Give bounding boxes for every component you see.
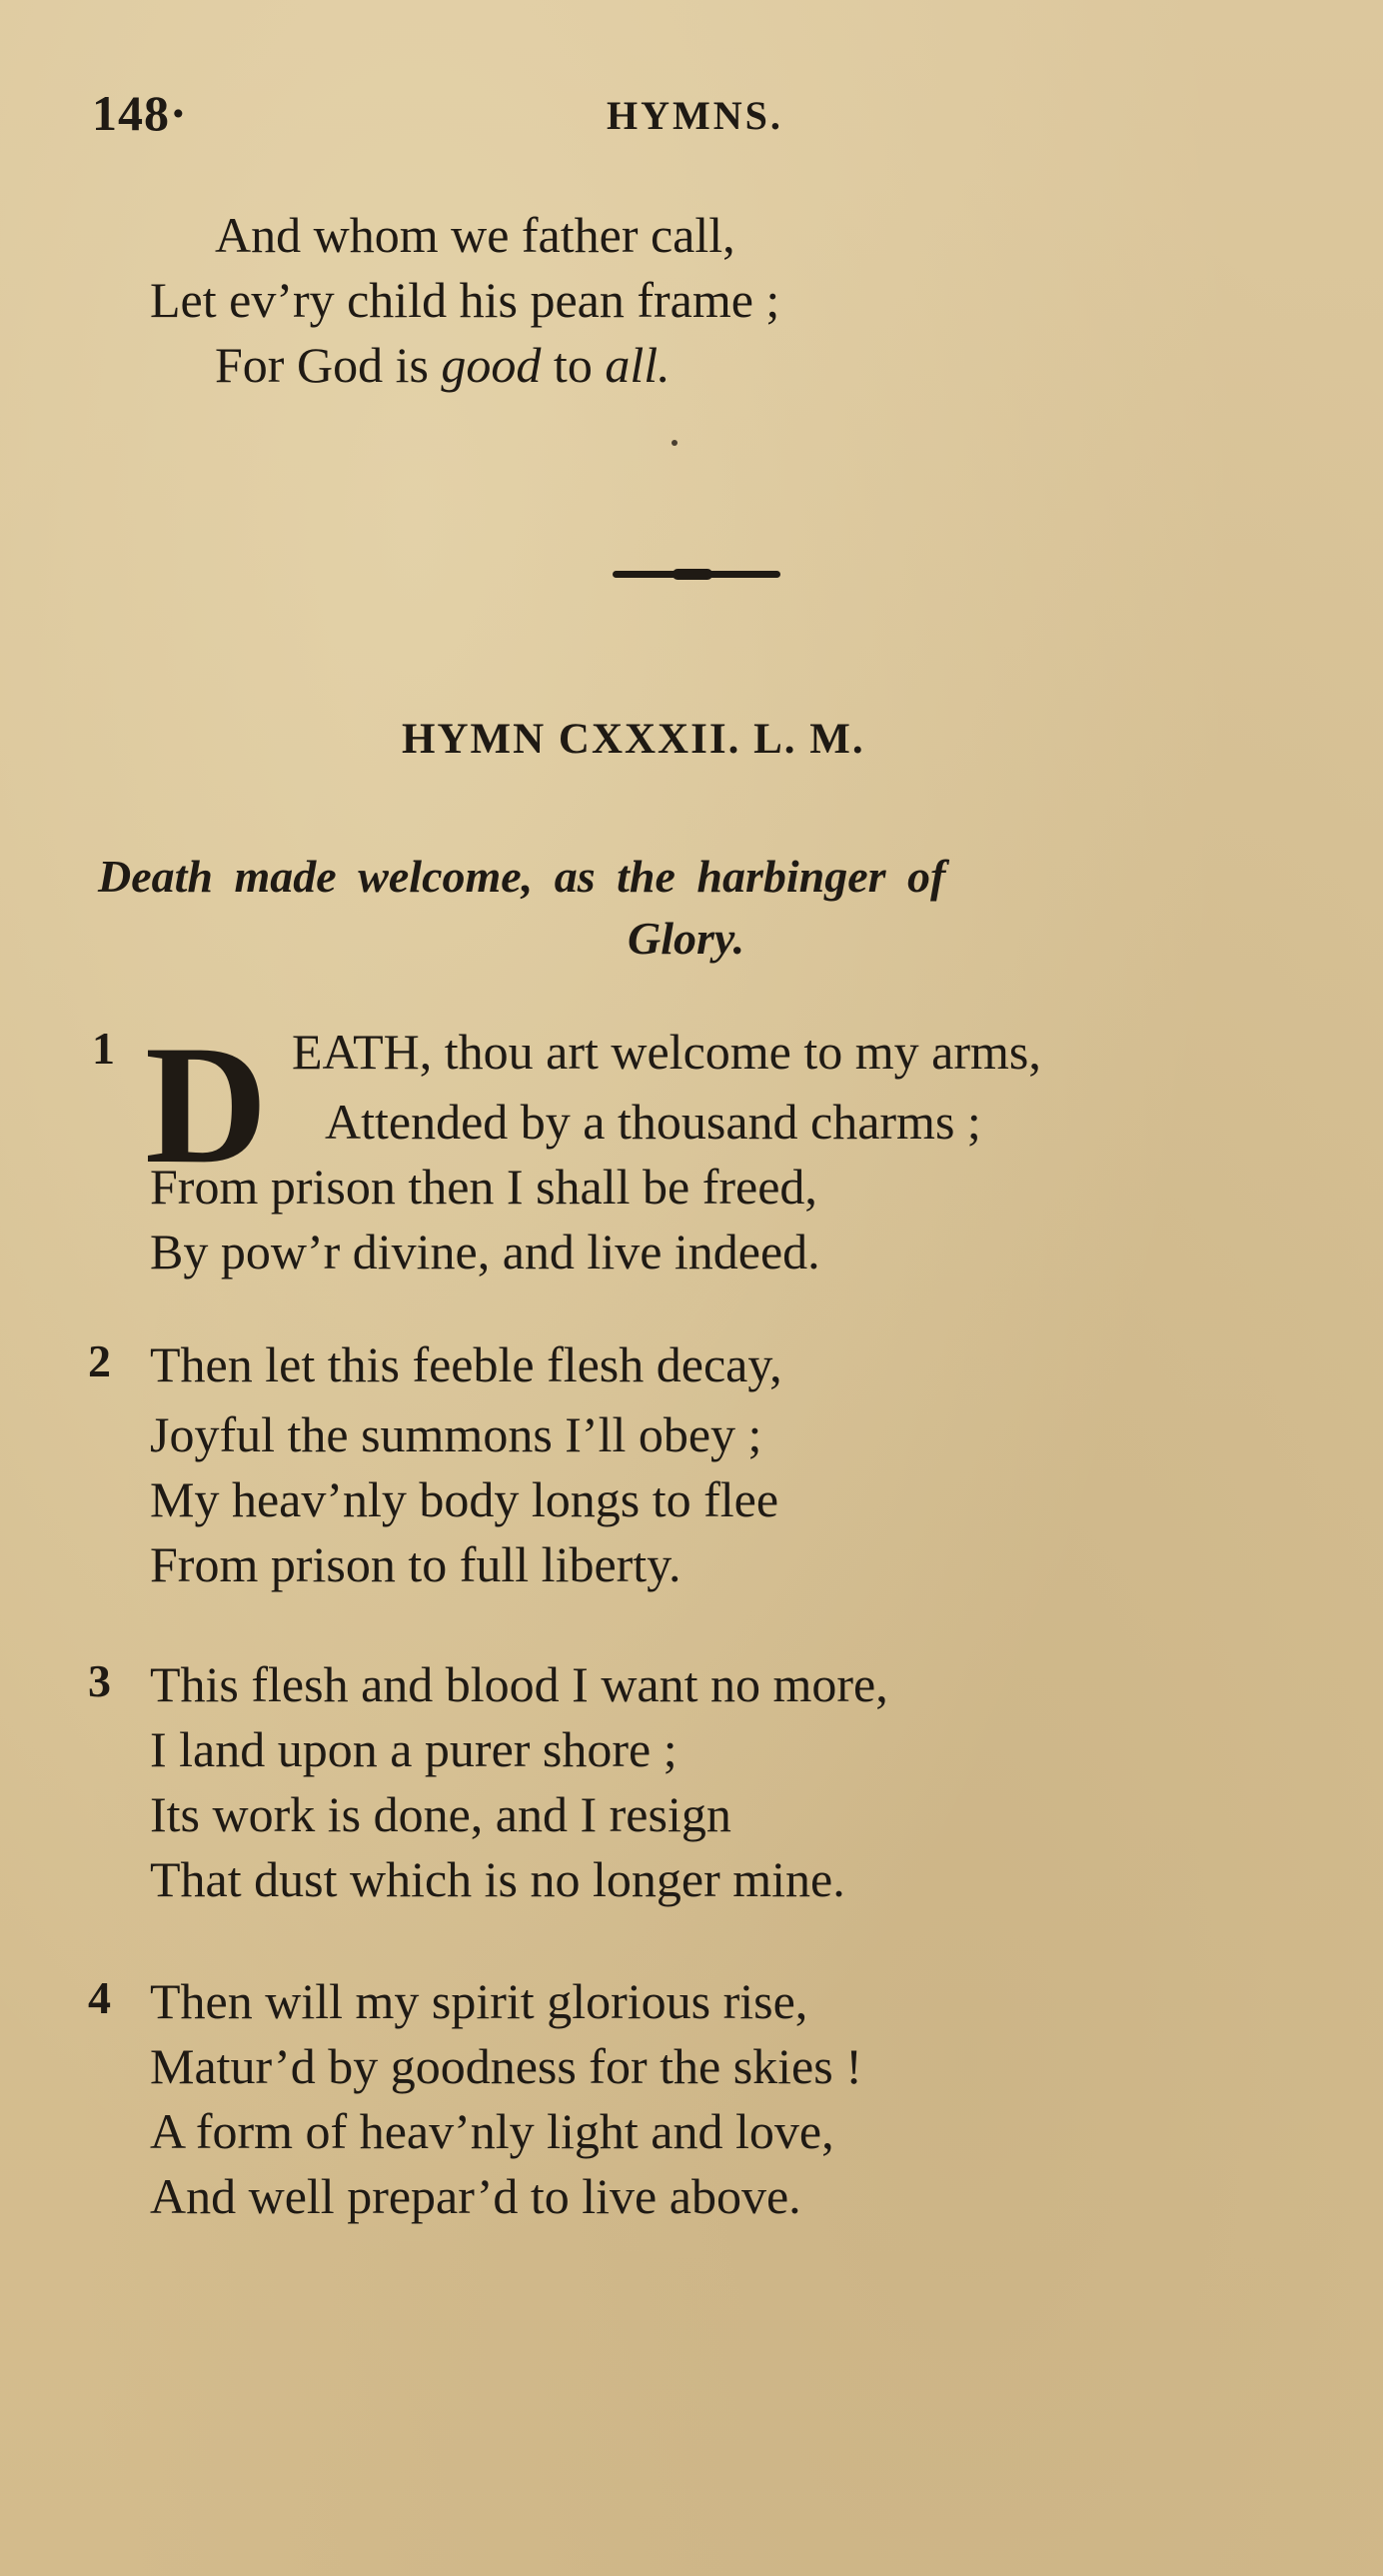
ornament-dot bbox=[672, 440, 678, 446]
hymn-subtitle-line-1: Death made welcome, as the harbinger of bbox=[98, 851, 946, 902]
stanza-3-line-1: This flesh and blood I want no more, bbox=[150, 1656, 888, 1712]
hymn-title: HYMN CXXXII. L. M. bbox=[402, 716, 865, 763]
section-divider-rule bbox=[613, 571, 780, 578]
stanza-2-line-1: Then let this feeble flesh decay, bbox=[150, 1336, 782, 1392]
running-head: HYMNS. bbox=[607, 93, 783, 138]
stanza-2-line-2: Joyful the summons I’ll obey ; bbox=[150, 1406, 762, 1462]
stanza-number-4: 4 bbox=[88, 1972, 111, 2023]
stanza-2-line-3: My heav’nly body longs to flee bbox=[150, 1471, 779, 1527]
word-all: all. bbox=[605, 337, 671, 393]
stanza-number-1: 1 bbox=[92, 1023, 115, 1074]
stanza-1-line-4: By pow’r divine, and live indeed. bbox=[150, 1224, 820, 1280]
stanza-3-line-4: That dust which is no longer mine. bbox=[150, 1851, 845, 1907]
previous-hymn-line-1: And whom we father call, bbox=[215, 207, 735, 263]
page-number: 148· bbox=[92, 85, 188, 141]
stanza-4-line-3: A form of heav’nly light and love, bbox=[150, 2103, 834, 2159]
stanza-4-line-4: And well prepar’d to live above. bbox=[150, 2168, 801, 2224]
previous-hymn-line-3-middle: to bbox=[541, 337, 606, 393]
drop-cap: D bbox=[145, 1011, 268, 1199]
stanza-3-line-2: I land upon a purer shore ; bbox=[150, 1721, 678, 1777]
stanza-4-line-1: Then will my spirit glorious rise, bbox=[150, 1973, 808, 2029]
stanza-number-3: 3 bbox=[88, 1655, 111, 1706]
hymn-subtitle-line-2: Glory. bbox=[628, 913, 745, 964]
stanza-4-line-2: Matur’d by goodness for the skies ! bbox=[150, 2038, 862, 2094]
word-good: good bbox=[441, 337, 542, 393]
previous-hymn-line-2: Let ev’ry child his pean frame ; bbox=[150, 272, 780, 328]
stanza-number-2: 2 bbox=[88, 1335, 111, 1386]
stanza-3-line-3: Its work is done, and I resign bbox=[150, 1786, 731, 1842]
stanza-1-line-1: EATH, thou art welcome to my arms, bbox=[292, 1024, 1041, 1080]
stanza-2-line-4: From prison to full liberty. bbox=[150, 1536, 682, 1592]
stanza-1-line-2: Attended by a thousand charms ; bbox=[325, 1094, 981, 1150]
previous-hymn-line-3 bbox=[215, 335, 671, 395]
previous-hymn-line-3-start: For God is bbox=[215, 337, 442, 393]
stanza-1-line-3: From prison then I shall be freed, bbox=[150, 1159, 817, 1215]
page-header bbox=[92, 84, 1291, 144]
